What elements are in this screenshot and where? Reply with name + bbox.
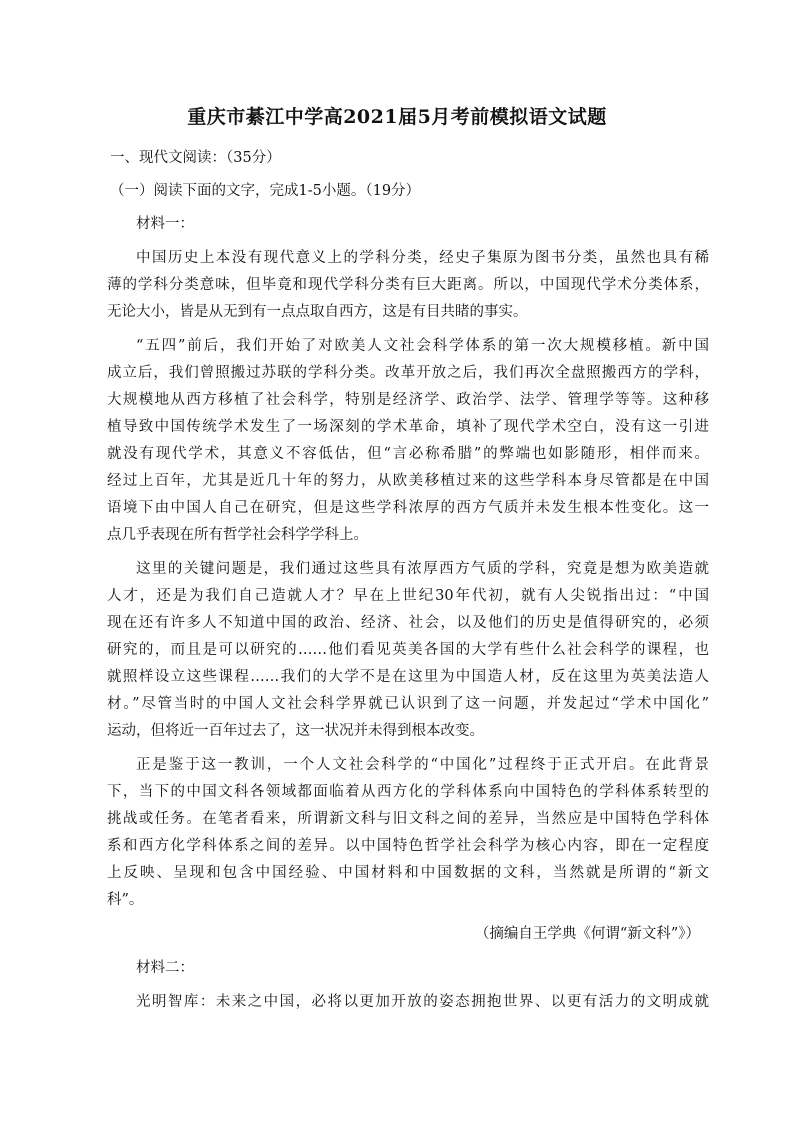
- text-line: 研究的，而且是可以研究的……他们看见英美各国的大学有些什么社会科学的课程，也: [107, 642, 709, 658]
- material-one-label: 材料一：: [136, 216, 194, 232]
- text-line: 就没有现代学术，其意义不容低估，但“言必称希腊”的弊端也如影随形，相伴而来。: [107, 446, 709, 462]
- section-heading: 一、现代文阅读：（35分）: [110, 150, 281, 166]
- text-line: 就照样设立这些课程……我们的大学不是在这里为中国造人材，反在这里为英美法造人: [107, 669, 709, 685]
- text-line: 现在还有许多人不知道中国的政治、经济、社会，以及他们的历史是值得研究的，必须: [107, 615, 709, 631]
- text-line: 语境下由中国人自己在研究，但是这些学科浓厚的西方气质并未发生根本性变化。这一: [107, 500, 709, 516]
- page-title: 重庆市綦江中学高2021届5月考前模拟语文试题: [187, 106, 607, 128]
- text-line: 大规模地从西方移植了社会科学，特别是经济学、政治学、法学、管理学等等。这种移: [107, 392, 709, 408]
- text-line: “五四”前后，我们开始了对欧美人文社会科学体系的第一次大规模移植。新中国: [136, 338, 709, 354]
- material-two-label: 材料二：: [136, 960, 194, 976]
- text-line: 经过上百年，尤其是近几十年的努力，从欧美移植过来的这些学科本身尽管都是在中国: [107, 473, 709, 489]
- text-line: 下，当下的中国文科各领域都面临着从西方化的学科体系向中国特色的学科体系转型的: [107, 784, 709, 800]
- text-line: 上反映、呈现和包含中国经验、中国材料和中国数据的文科，当然就是所谓的“新文: [107, 865, 709, 881]
- text-line: 成立后，我们曾照搬过苏联的学科分类。改革开放之后，我们再次全盘照搬西方的学科，: [107, 365, 709, 381]
- text-line: 薄的学科分类意味，但毕竟和现代学科分类有巨大距离。所以，中国现代学术分类体系，: [107, 277, 709, 293]
- subsection-heading: （一）阅读下面的文字，完成1-5小题。（19分）: [110, 183, 421, 199]
- text-line: 人才，还是为我们自己造就人才？早在上世纪30年代初，就有人尖锐指出过：“中国: [107, 588, 709, 604]
- text-line: 正是鉴于这一教训，一个人文社会科学的“中国化”过程终于正式开启。在此背景: [136, 757, 709, 773]
- text-line: 植导致中国传统学术发生了一场深刻的学术革命，填补了现代学术空白，没有这一引进: [107, 419, 709, 435]
- text-line: 材。”尽管当时的中国人文社会科学界就已认识到了这一问题，并发起过“学术中国化”: [107, 696, 709, 712]
- text-line: 运动，但将近一百年过去了，这一状况并未得到根本改变。: [107, 723, 484, 739]
- text-line: 科”。: [107, 892, 144, 908]
- text-line: 光明智库：未来之中国，必将以更加开放的姿态拥抱世界、以更有活力的文明成就: [136, 994, 709, 1010]
- text-line: 挑战或任务。在笔者看来，所谓新文科与旧文科之间的差异，当然应是中国特色学科体: [107, 811, 709, 827]
- text-line: 点几乎表现在所有哲学社会科学学科上。: [107, 527, 368, 543]
- text-line: 无论大小，皆是从无到有一点点取自西方，这是有目共睹的事实。: [107, 304, 528, 320]
- text-line: 中国历史上本没有现代意义上的学科分类，经史子集原为图书分类，虽然也具有稀: [136, 250, 709, 266]
- source-note: （摘编自王学典《何谓“新文科”》）: [474, 926, 700, 942]
- text-line: 这里的关键问题是，我们通过这些具有浓厚西方气质的学科，究竟是想为欧美造就: [136, 561, 709, 577]
- text-line: 系和西方化学科体系之间的差异。以中国特色哲学社会科学为核心内容，即在一定程度: [107, 838, 709, 854]
